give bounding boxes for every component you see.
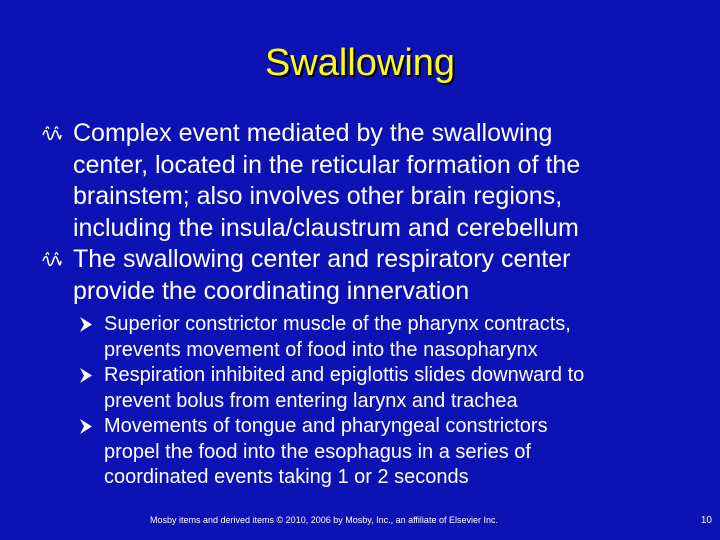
bullet-line: brainstem; also involves other brain regions, — [73, 182, 563, 210]
subbullet-item — [79, 414, 699, 491]
arrowhead-bullet-icon — [79, 316, 93, 333]
subbullet-line: prevents movement of food into the nasopharynx — [104, 338, 538, 361]
subbullet-line: Movements of tongue and pharyngeal constrictors — [104, 415, 548, 437]
wave-bullet-icon — [42, 244, 62, 275]
bullet-item — [42, 118, 702, 244]
bullet-line: provide the coordinating innervation — [73, 276, 470, 305]
subbullet-line: Respiration inhibited and epiglottis slides downward to — [104, 364, 585, 386]
arrowhead-bullet-icon — [79, 418, 93, 435]
bullet-line: including the insula/claustrum and cerebellum — [73, 213, 579, 242]
subbullet-line: propel the food into the esophagus in a series of — [104, 440, 531, 463]
subbullet-item — [79, 363, 699, 414]
copyright-footer: Mosby items and derived items © 2010, 2006 by Mosby, Inc., an affiliate of Elsevier Inc. — [150, 515, 498, 525]
bullet-line: The swallowing center and respiratory center — [73, 245, 571, 273]
wave-bullet-icon — [42, 118, 62, 149]
page-number: 10 — [700, 515, 712, 526]
bullet-line: center, located in the reticular formation of the — [73, 150, 581, 179]
subbullet-line: coordinated events taking 1 or 2 seconds — [104, 466, 469, 488]
bullet-list — [42, 118, 702, 307]
slide-title: Swallowing — [264, 42, 456, 84]
arrowhead-bullet-icon — [79, 367, 93, 384]
subbullet-list — [79, 312, 699, 491]
subbullet-item — [79, 312, 699, 363]
bullet-item — [42, 244, 702, 307]
subbullet-line: Superior constrictor muscle of the pharynx contracts, — [104, 313, 571, 335]
subbullet-line: prevent bolus from entering larynx and trachea — [104, 389, 518, 412]
bullet-line: Complex event mediated by the swallowing — [73, 119, 553, 147]
